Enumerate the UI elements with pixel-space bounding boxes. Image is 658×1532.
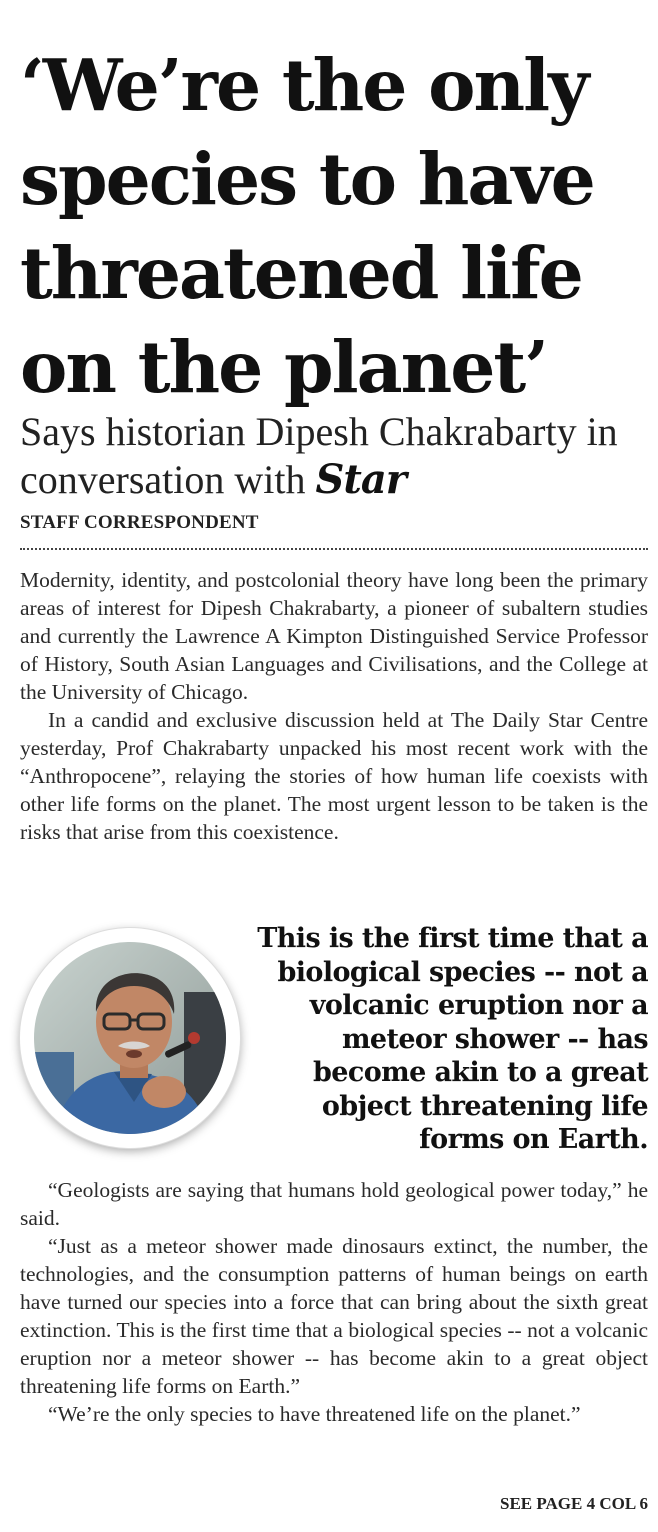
byline: STAFF CORRESPONDENT: [20, 512, 259, 533]
portrait-photo: [34, 942, 226, 1134]
body-section: [20, 1176, 648, 1428]
body-paragraph-2: “Just as a meteor shower made dinosaurs extinct, the number, the technologies, and the consumption patterns of human beings on earth have turned our species into a force that can bring about the sixth great extinction. This is the first time that a biological species -- not a volcanic eruption nor a meteor shower -- has become akin to a great object threatening life forms on Earth.”: [20, 1234, 648, 1398]
intro-section: [20, 566, 648, 846]
portrait-photo-frame: [20, 928, 240, 1148]
body-paragraph-1: “Geologists are saying that humans hold geological power today,” he said.: [20, 1178, 648, 1230]
subhead: [20, 408, 648, 504]
dotted-divider: [20, 548, 648, 550]
portrait-illustration: [34, 942, 226, 1134]
star-logo: Star: [315, 456, 406, 503]
pull-quote: This is the first time that a biological species -- not a volcanic eruption nor a meteor shower -- has become akin to a great object threatening life forms on Earth.: [257, 923, 648, 1155]
headline: ‘We’re the only species to have threatened life on the planet’: [20, 43, 594, 409]
intro-paragraph-2: In a candid and exclusive discussion held at The Daily Star Centre yesterday, Prof Chakrabarty unpacked his most recent work with the “Anthropocene”, relaying the stories of how human life coexists with other life forms on the planet. The most urgent lesson to be taken is the risks that arise from this coexistence.: [20, 708, 648, 844]
intro-paragraph-1: Modernity, identity, and postcolonial theory have long been the primary areas of interest for Dipesh Chakrabarty, a pioneer of subaltern studies and currently the Lawrence A Kimpton Distinguished Service Professor of History, South Asian Languages and Civilisations, and the College at the University of Chicago.: [20, 568, 648, 704]
subhead-text: Says historian Dipesh Chakrabarty in conversation with: [20, 409, 618, 502]
body-paragraph-3: “We’re the only species to have threatened life on the planet.”: [48, 1402, 581, 1426]
continuation-link[interactable]: SEE PAGE 4 COL 6: [500, 1494, 648, 1513]
